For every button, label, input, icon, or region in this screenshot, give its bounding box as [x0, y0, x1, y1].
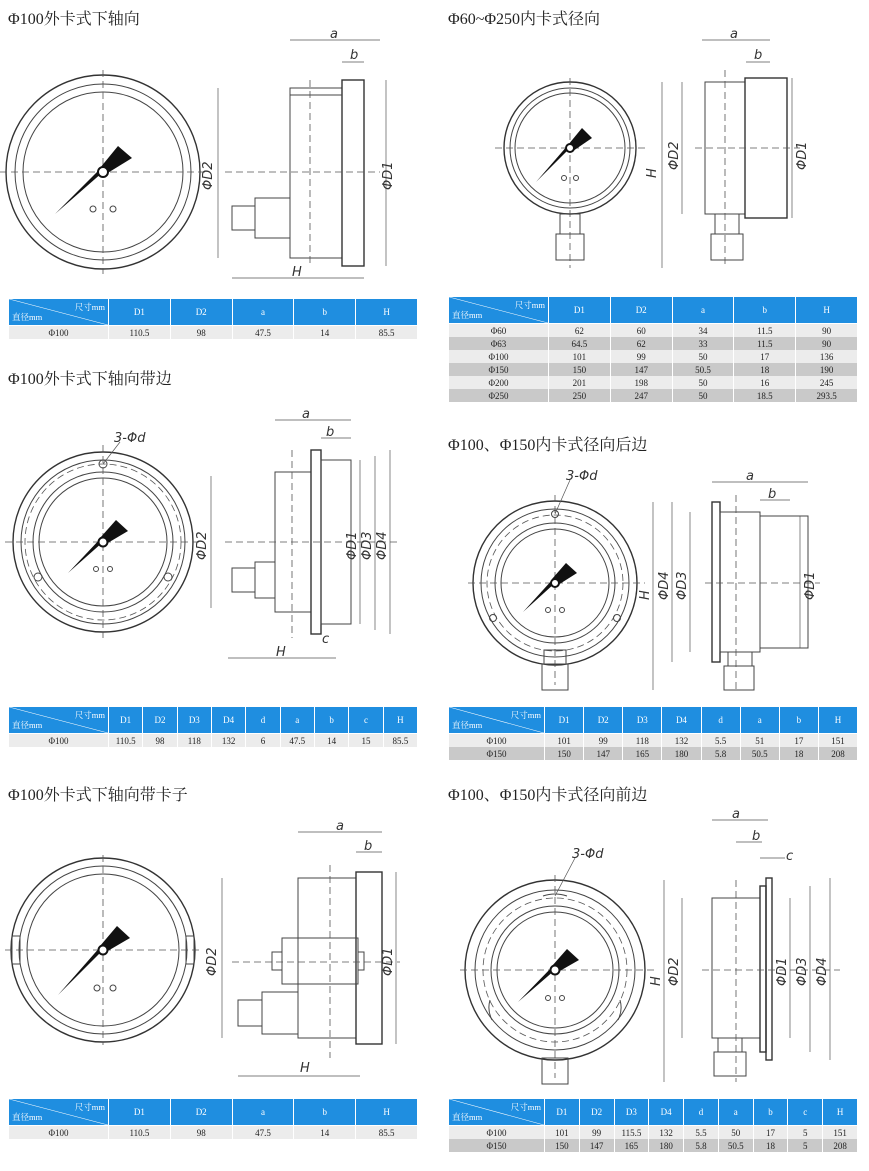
table-cell: 14	[294, 326, 356, 340]
table-column-header: b	[294, 1099, 356, 1126]
table-cell: Φ150	[449, 363, 549, 376]
table-cell: 50	[718, 1126, 753, 1140]
table-cell: 51	[740, 734, 779, 748]
panel6-diagram	[440, 800, 869, 1090]
dim-d4-label: ΦD4	[375, 531, 390, 560]
table-cell: 34	[672, 324, 734, 338]
table-corner-cell	[449, 297, 549, 324]
table-cell: Φ100	[9, 734, 109, 748]
table-corner-bottom-label: 直径mm	[452, 720, 483, 730]
table-cell: 110.5	[109, 326, 171, 340]
table-cell: Φ150	[449, 1139, 545, 1152]
table-cell: 101	[549, 350, 611, 363]
gauge-side-view	[222, 832, 400, 1076]
panel3-diagram	[0, 380, 440, 700]
table-cell: 47.5	[232, 1126, 294, 1140]
panel2-title: Φ60~Φ250内卡式径向	[448, 11, 601, 28]
table-corner-cell	[449, 707, 545, 734]
table-column-header: a	[232, 1099, 294, 1126]
table-cell: 47.5	[232, 326, 294, 340]
table-cell: 101	[545, 734, 584, 748]
table-cell: 99	[579, 1126, 614, 1140]
table-column-header: D1	[109, 707, 143, 734]
table-corner-cell	[449, 1099, 545, 1126]
dim-d1-label: ΦD1	[775, 957, 790, 986]
dim-a-label: a	[746, 469, 754, 484]
table-cell: 85.5	[356, 1126, 418, 1140]
panel1-diagram	[0, 0, 440, 290]
table-column-header: a	[740, 707, 779, 734]
table-corner-cell	[9, 1099, 109, 1126]
table-column-header: H	[796, 297, 858, 324]
table-corner-top-label: 尺寸mm	[510, 710, 541, 720]
table-column-header: b	[294, 299, 356, 326]
table-cell: Φ100	[449, 1126, 545, 1140]
table-cell: Φ100	[9, 326, 109, 340]
table-column-header: a	[232, 299, 294, 326]
table-cell: 208	[823, 1139, 858, 1152]
dim-d3-label: ΦD3	[795, 957, 810, 986]
table-cell: 198	[610, 376, 672, 389]
dim-h-label: H	[276, 645, 286, 660]
table-cell: 64.5	[549, 337, 611, 350]
table-cell: 5.8	[684, 1139, 719, 1152]
dim-d1-label: ΦD1	[381, 947, 396, 976]
dim-d3-label: ΦD3	[360, 531, 375, 560]
table-column-header: D4	[211, 707, 245, 734]
table-cell: 62	[549, 324, 611, 338]
panel3-spec-table	[8, 706, 418, 747]
table-cell: 132	[662, 734, 701, 748]
dim-holes-label: 3-Φd	[572, 847, 604, 862]
table-column-header: D1	[109, 299, 171, 326]
table-cell: 85.5	[383, 734, 417, 748]
table-cell: 5.5	[684, 1126, 719, 1140]
dim-h-label: H	[645, 168, 660, 178]
gauge-front-view	[0, 70, 206, 274]
table-corner-top-label: 尺寸mm	[74, 710, 105, 720]
table-cell: 11.5	[734, 337, 796, 350]
table-body	[9, 326, 418, 340]
table-cell: 50	[672, 350, 734, 363]
gauge-front-view	[5, 855, 200, 1045]
table-cell: 50.5	[718, 1139, 753, 1152]
table-body	[449, 324, 858, 403]
table-cell: 11.5	[734, 324, 796, 338]
table-cell: 132	[649, 1126, 684, 1140]
table-cell: 250	[549, 389, 611, 402]
panel4-title: Φ100、Φ150内卡式径向后边	[448, 437, 648, 454]
table-corner-top-label: 尺寸mm	[510, 1102, 541, 1112]
table-corner-bottom-label: 直径mm	[12, 1112, 43, 1122]
dim-d4-label: ΦD4	[815, 957, 830, 986]
table-column-header: d	[684, 1099, 719, 1126]
table-row	[449, 376, 858, 389]
dim-h-label: H	[300, 1061, 310, 1076]
table-row	[449, 324, 858, 338]
table-cell: 50	[672, 389, 734, 402]
table-header-row	[9, 1099, 418, 1126]
table-cell: 18	[734, 363, 796, 376]
table-column-header: b	[314, 707, 348, 734]
table-cell: 5.5	[701, 734, 740, 748]
panel1-spec-table	[8, 298, 418, 339]
table-column-header: a	[280, 707, 314, 734]
dim-h-label: H	[649, 976, 664, 986]
table-cell: 16	[734, 376, 796, 389]
table-cell: 110.5	[109, 1126, 171, 1140]
table-cell: Φ60	[449, 324, 549, 338]
panel5-spec-table	[8, 1098, 418, 1139]
table-header-row	[9, 707, 418, 734]
table-column-header: D1	[545, 1099, 580, 1126]
dim-b-label: b	[768, 487, 777, 502]
dim-holes-label: 3-Φd	[114, 431, 146, 446]
table-cell: 33	[672, 337, 734, 350]
table-cell: Φ63	[449, 337, 549, 350]
panel2-diagram	[440, 0, 869, 290]
table-cell: 118	[623, 734, 662, 748]
table-column-header: D3	[614, 1099, 649, 1126]
table-row	[9, 734, 418, 748]
table-cell: 98	[170, 326, 232, 340]
table-cell: 99	[610, 350, 672, 363]
table-column-header: D2	[170, 299, 232, 326]
gauge-side-view	[218, 40, 386, 278]
table-cell: 14	[314, 734, 348, 748]
table-row	[449, 350, 858, 363]
panel4-spec-table	[448, 706, 858, 760]
table-cell: 60	[610, 324, 672, 338]
gauge-side-view	[662, 40, 800, 268]
table-corner-cell	[9, 299, 109, 326]
table-cell: 50.5	[740, 747, 779, 760]
table-body	[9, 1126, 418, 1140]
dim-c-label: c	[786, 849, 794, 864]
table-column-header: c	[349, 707, 383, 734]
table-row	[449, 363, 858, 376]
table-cell: 165	[623, 747, 662, 760]
table-cell: 85.5	[356, 326, 418, 340]
table-cell: 247	[610, 389, 672, 402]
table-cell: 90	[796, 337, 858, 350]
table-column-header: D2	[579, 1099, 614, 1126]
table-cell: 208	[818, 747, 857, 760]
table-corner-bottom-label: 直径mm	[12, 312, 43, 322]
table-cell: 147	[610, 363, 672, 376]
table-header-row	[449, 297, 858, 324]
table-corner-top-label: 尺寸mm	[74, 302, 105, 312]
table-column-header: d	[246, 707, 280, 734]
table-column-header: D2	[170, 1099, 232, 1126]
gauge-front-view	[495, 78, 645, 268]
table-header-row	[449, 1099, 858, 1126]
dim-d3-label: ΦD3	[675, 571, 690, 600]
table-corner-bottom-label: 直径mm	[452, 310, 483, 320]
table-cell: 180	[649, 1139, 684, 1152]
dim-c-label: c	[322, 632, 330, 647]
dim-b-label: b	[754, 48, 763, 63]
table-header-row	[449, 707, 858, 734]
table-corner-cell	[9, 707, 109, 734]
table-cell: 115.5	[614, 1126, 649, 1140]
table-cell: 132	[211, 734, 245, 748]
table-cell: Φ100	[449, 734, 545, 748]
panel4-diagram	[440, 450, 869, 700]
table-corner-top-label: 尺寸mm	[74, 1102, 105, 1112]
table-cell: Φ250	[449, 389, 549, 402]
table-corner-bottom-label: 直径mm	[452, 1112, 483, 1122]
dim-b-label: b	[326, 425, 335, 440]
table-cell: 180	[662, 747, 701, 760]
panel6-title: Φ100、Φ150内卡式径向前边	[448, 787, 648, 804]
table-corner-bottom-label: 直径mm	[12, 720, 43, 730]
table-body	[449, 1126, 858, 1153]
table-cell: 118	[177, 734, 211, 748]
dim-a-label: a	[730, 27, 738, 42]
dim-d4-label: ΦD4	[657, 571, 672, 600]
dim-d2-label: ΦD2	[667, 957, 682, 986]
dim-d1-label: ΦD1	[345, 531, 360, 560]
table-row	[9, 1126, 418, 1140]
dim-a-label: a	[302, 407, 310, 422]
table-cell: 50	[672, 376, 734, 389]
table-cell: 150	[545, 1139, 580, 1152]
table-column-header: D1	[549, 297, 611, 324]
table-cell: Φ200	[449, 376, 549, 389]
table-column-header: H	[818, 707, 857, 734]
table-cell: 147	[584, 747, 623, 760]
table-cell: 98	[170, 1126, 232, 1140]
table-column-header: b	[734, 297, 796, 324]
dim-d2-label: ΦD2	[195, 531, 210, 560]
dim-b-label: b	[364, 839, 373, 854]
table-column-header: b	[779, 707, 818, 734]
table-column-header: D2	[610, 297, 672, 324]
gauge-front-view	[460, 858, 655, 1084]
dim-h-label: H	[638, 590, 653, 600]
panel3-title: Φ100外卡式下轴向带边	[8, 371, 172, 388]
table-cell: 147	[579, 1139, 614, 1152]
table-header-row	[9, 299, 418, 326]
table-row	[449, 1139, 858, 1152]
table-column-header: H	[823, 1099, 858, 1126]
gauge-side-view	[664, 820, 840, 1082]
table-cell: 136	[796, 350, 858, 363]
table-cell: 293.5	[796, 389, 858, 402]
dim-b-label: b	[752, 829, 761, 844]
table-column-header: H	[356, 1099, 418, 1126]
table-cell: 17	[734, 350, 796, 363]
table-row	[449, 747, 858, 760]
table-cell: 18	[779, 747, 818, 760]
table-row	[9, 326, 418, 340]
table-row	[449, 734, 858, 748]
table-cell: 5	[788, 1126, 823, 1140]
table-cell: Φ150	[449, 747, 545, 760]
table-cell: 5	[788, 1139, 823, 1152]
table-column-header: a	[672, 297, 734, 324]
table-column-header: b	[753, 1099, 788, 1126]
table-cell: 99	[584, 734, 623, 748]
table-column-header: H	[383, 707, 417, 734]
panel6-spec-table	[448, 1098, 858, 1152]
table-column-header: D1	[109, 1099, 171, 1126]
dim-a-label: a	[336, 819, 344, 834]
table-column-header: D1	[545, 707, 584, 734]
table-column-header: D3	[623, 707, 662, 734]
table-column-header: d	[701, 707, 740, 734]
table-column-header: c	[788, 1099, 823, 1126]
table-cell: 201	[549, 376, 611, 389]
dim-b-label: b	[350, 48, 359, 63]
table-cell: 98	[143, 734, 177, 748]
table-cell: 151	[823, 1126, 858, 1140]
table-cell: 150	[549, 363, 611, 376]
panel1-title: Φ100外卡式下轴向	[8, 11, 140, 28]
table-column-header: H	[356, 299, 418, 326]
table-cell: 50.5	[672, 363, 734, 376]
dim-a-label: a	[330, 27, 338, 42]
dim-d2-label: ΦD2	[205, 947, 220, 976]
dim-d2-label: ΦD2	[667, 141, 682, 170]
table-cell: 17	[753, 1126, 788, 1140]
dim-d1-label: ΦD1	[381, 161, 396, 190]
table-cell: 47.5	[280, 734, 314, 748]
table-cell: 18	[753, 1139, 788, 1152]
table-row	[449, 389, 858, 402]
panel5-diagram	[0, 800, 440, 1090]
dim-d1-label: ΦD1	[795, 141, 810, 170]
dim-h-label: H	[292, 265, 302, 280]
table-cell: 90	[796, 324, 858, 338]
table-cell: 150	[545, 747, 584, 760]
table-row	[449, 1126, 858, 1140]
table-column-header: D2	[584, 707, 623, 734]
table-cell: 15	[349, 734, 383, 748]
panel5-title: Φ100外卡式下轴向带卡子	[8, 787, 188, 804]
table-column-header: D2	[143, 707, 177, 734]
table-cell: 17	[779, 734, 818, 748]
table-column-header: D3	[177, 707, 211, 734]
table-cell: Φ100	[9, 1126, 109, 1140]
panel2-spec-table	[448, 296, 858, 402]
table-cell: 151	[818, 734, 857, 748]
table-body	[449, 734, 858, 761]
table-cell: 18.5	[734, 389, 796, 402]
table-cell: 245	[796, 376, 858, 389]
table-column-header: D4	[649, 1099, 684, 1126]
dim-holes-label: 3-Φd	[566, 469, 598, 484]
table-cell: 62	[610, 337, 672, 350]
table-row	[449, 337, 858, 350]
table-cell: 110.5	[109, 734, 143, 748]
table-cell: 6	[246, 734, 280, 748]
table-cell: 5.8	[701, 747, 740, 760]
table-cell: 14	[294, 1126, 356, 1140]
table-column-header: D4	[662, 707, 701, 734]
dim-d1-label: ΦD1	[803, 571, 818, 600]
table-cell: 165	[614, 1139, 649, 1152]
table-column-header: a	[718, 1099, 753, 1126]
table-cell: 190	[796, 363, 858, 376]
gauge-front-view	[5, 442, 200, 638]
table-cell: 101	[545, 1126, 580, 1140]
table-cell: Φ100	[449, 350, 549, 363]
gauge-front-view	[468, 480, 645, 690]
table-corner-top-label: 尺寸mm	[514, 300, 545, 310]
dim-a-label: a	[732, 807, 740, 822]
dim-d2-label: ΦD2	[201, 161, 216, 190]
table-body	[9, 734, 418, 748]
